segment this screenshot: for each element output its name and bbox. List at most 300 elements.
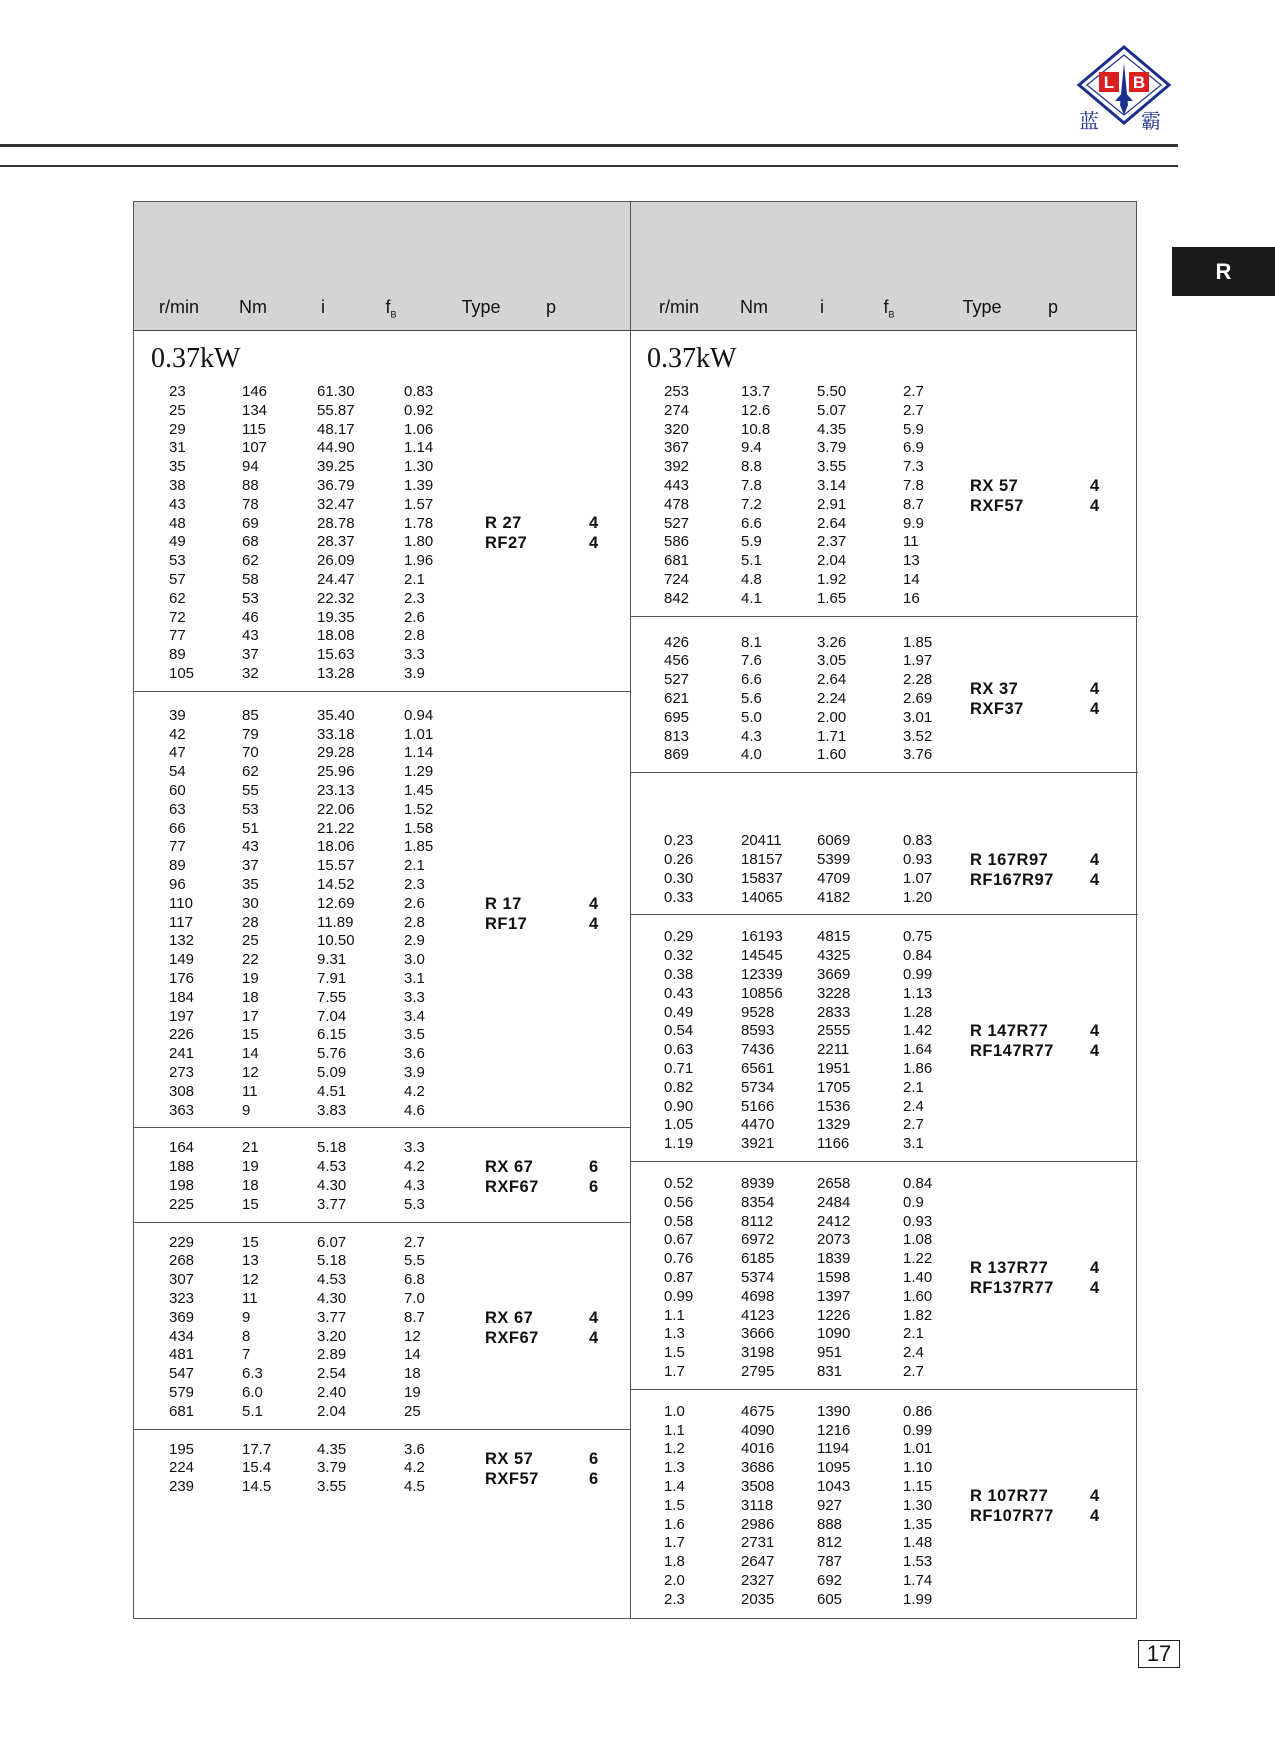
factor-value: 3.3 <box>404 988 425 1006</box>
factor-value: 14 <box>404 1346 421 1364</box>
ratio-value: 1329 <box>817 1116 851 1134</box>
torque-value: 17 <box>242 1007 259 1025</box>
ratio-value: 4.51 <box>317 1082 347 1100</box>
ratio-value: 22.06 <box>317 800 355 818</box>
speed-value: 176 <box>169 969 195 987</box>
model-type <box>485 1157 539 1197</box>
ratio-value: 1839 <box>817 1250 851 1268</box>
group-separator <box>134 1222 630 1223</box>
speed-value: 268 <box>169 1252 195 1270</box>
factor-value: 1.96 <box>404 552 434 570</box>
column-factor <box>903 383 924 609</box>
torque-value: 3686 <box>741 1459 775 1477</box>
speed-value: 253 <box>664 383 690 400</box>
speed-value: 527 <box>664 671 690 689</box>
column-torque <box>741 634 762 766</box>
torque-value: 5.6 <box>741 689 762 707</box>
model-type-line: R 167R97 <box>970 850 1049 869</box>
factor-value: 1.40 <box>903 1268 933 1286</box>
column-ratio <box>817 832 850 907</box>
column-ratio <box>817 1175 850 1382</box>
header-unit-speed <box>159 297 199 318</box>
pole-line: 4 <box>1090 1259 1100 1278</box>
speed-value: 478 <box>664 495 690 513</box>
page-number: 17 <box>1138 1640 1180 1668</box>
factor-value: 2.1 <box>404 570 425 588</box>
group-separator <box>134 691 630 692</box>
ratio-value: 22.32 <box>317 589 355 607</box>
ratio-value: 1.60 <box>817 746 847 764</box>
ratio-value: 1.71 <box>817 727 847 745</box>
torque-value: 53 <box>242 800 259 818</box>
torque-value: 12339 <box>741 965 783 983</box>
factor-value: 7.8 <box>903 476 924 494</box>
ratio-value: 18.06 <box>317 838 355 856</box>
factor-value: 6.8 <box>404 1271 425 1289</box>
ratio-value: 6.07 <box>317 1233 347 1251</box>
ratio-value: 3.79 <box>817 439 847 457</box>
ratio-value: 1194 <box>817 1440 850 1458</box>
torque-value: 3666 <box>741 1325 775 1343</box>
model-type-line: RF137R77 <box>970 1279 1054 1298</box>
model-type <box>970 679 1024 719</box>
torque-value: 15 <box>242 1233 259 1251</box>
column-torque <box>242 1234 263 1422</box>
speed-value: 195 <box>169 1440 195 1458</box>
header-unit-type <box>461 297 500 318</box>
torque-value: 19 <box>242 969 259 987</box>
ratio-value: 6069 <box>817 832 851 850</box>
speed-value: 105 <box>169 664 195 682</box>
torque-value: 15 <box>242 1026 259 1044</box>
ratio-value: 2.40 <box>317 1383 347 1401</box>
pole-count <box>1090 679 1099 719</box>
pole-count <box>589 894 598 934</box>
ratio-value: 5.76 <box>317 1045 347 1063</box>
speed-value: 621 <box>664 689 690 707</box>
torque-value: 5166 <box>741 1097 775 1115</box>
header-unit-torque <box>239 297 267 318</box>
factor-value: 1.86 <box>903 1059 933 1077</box>
speed-value: 1.1 <box>664 1421 685 1439</box>
factor-value: 0.92 <box>404 401 434 419</box>
header-unit-ratio <box>321 297 325 318</box>
ratio-value: 10.50 <box>317 932 355 950</box>
speed-value: 842 <box>664 589 690 607</box>
speed-value: 369 <box>169 1308 195 1326</box>
torque-value: 28 <box>242 913 259 931</box>
model-type-line: RXF57 <box>485 1469 539 1488</box>
torque-value: 8354 <box>741 1193 775 1211</box>
ratio-value: 2.54 <box>317 1365 347 1383</box>
factor-value: 1.15 <box>903 1477 933 1495</box>
speed-value: 0.67 <box>664 1231 694 1249</box>
header-unit-type <box>962 297 1001 318</box>
ratio-value: 1226 <box>817 1306 851 1324</box>
torque-value: 79 <box>242 725 259 743</box>
speed-value: 47 <box>169 744 186 762</box>
torque-value: 3198 <box>741 1344 775 1362</box>
header-unit-factor <box>883 297 894 320</box>
factor-value: 2.28 <box>903 671 933 689</box>
factor-value: 7.3 <box>903 458 924 476</box>
model-type-line: RXF37 <box>970 700 1024 719</box>
pole-count <box>589 1449 598 1489</box>
torque-value: 70 <box>242 744 259 762</box>
speed-value: 188 <box>169 1158 195 1176</box>
factor-value: 1.22 <box>903 1250 933 1268</box>
header-unit-factor <box>385 297 396 320</box>
torque-value: 30 <box>242 894 259 912</box>
ratio-value: 5.09 <box>317 1063 347 1081</box>
column-speed <box>169 1441 194 1497</box>
model-type-line: RXF67 <box>485 1178 539 1196</box>
ratio-value: 4.53 <box>317 1271 347 1289</box>
torque-value: 7436 <box>741 1041 775 1059</box>
factor-value: 2.7 <box>903 1362 924 1380</box>
column-speed <box>169 1234 194 1422</box>
factor-value: 0.75 <box>903 928 933 946</box>
speed-value: 1.0 <box>664 1402 685 1420</box>
factor-value: 11 <box>903 533 919 551</box>
speed-value: 0.43 <box>664 984 694 1002</box>
ratio-value: 4.35 <box>317 1440 347 1458</box>
factor-value: 1.74 <box>903 1571 933 1589</box>
factor-value: 1.28 <box>903 1003 933 1021</box>
ratio-value: 25.96 <box>317 763 355 781</box>
ratio-value: 4.35 <box>817 420 847 438</box>
ratio-value: 15.57 <box>317 857 355 875</box>
pole-line: 4 <box>1090 1279 1100 1298</box>
torque-value: 9.4 <box>741 439 762 457</box>
speed-value: 363 <box>169 1101 195 1119</box>
speed-value: 0.26 <box>664 850 694 868</box>
ratio-value: 33.18 <box>317 725 355 743</box>
ratio-value: 4815 <box>817 928 851 946</box>
factor-value: 2.4 <box>903 1344 924 1362</box>
column-speed <box>169 707 194 1121</box>
header-unit-text: i <box>820 297 824 317</box>
logo-cn-ba: 霸 <box>1141 109 1161 133</box>
speed-value: 547 <box>169 1365 195 1383</box>
speed-value: 681 <box>664 552 690 570</box>
factor-value: 2.3 <box>404 875 425 893</box>
torque-value: 9 <box>242 1308 251 1326</box>
ratio-value: 1043 <box>817 1477 851 1495</box>
speed-value: 110 <box>169 894 193 912</box>
ratio-value: 2833 <box>817 1003 851 1021</box>
torque-value: 6972 <box>741 1231 775 1249</box>
ratio-value: 3.05 <box>817 652 847 670</box>
ratio-value: 2.04 <box>317 1402 347 1420</box>
ratio-value: 2073 <box>817 1231 851 1249</box>
torque-value: 13 <box>242 1252 259 1270</box>
torque-value: 15 <box>242 1195 259 1213</box>
header-unit-text: i <box>321 297 325 317</box>
speed-value: 0.71 <box>664 1059 694 1077</box>
factor-value: 0.93 <box>903 850 933 868</box>
header-unit-ratio <box>820 297 824 318</box>
ratio-value: 605 <box>817 1590 843 1608</box>
ratio-value: 1536 <box>817 1097 851 1115</box>
factor-value: 5.9 <box>903 420 924 438</box>
torque-value: 6.3 <box>242 1365 263 1383</box>
factor-value: 1.53 <box>903 1553 933 1571</box>
factor-value: 1.35 <box>903 1515 933 1533</box>
torque-value: 35 <box>242 875 259 893</box>
speed-value: 23 <box>169 383 186 400</box>
torque-value: 5374 <box>741 1268 775 1286</box>
torque-value: 3508 <box>741 1477 775 1495</box>
header-unit-pole <box>1048 297 1058 318</box>
group-separator <box>630 772 1138 773</box>
model-type <box>485 1308 539 1348</box>
pole-line: 4 <box>1090 476 1100 495</box>
power-rating-left: 0.37kW <box>151 343 241 374</box>
torque-value: 7.8 <box>741 476 762 494</box>
group-separator <box>134 1429 630 1430</box>
factor-value: 1.29 <box>404 763 434 781</box>
factor-value: 0.9 <box>903 1193 924 1211</box>
group-separator <box>630 616 1138 617</box>
ratio-value: 3.77 <box>317 1308 347 1326</box>
model-type-line: R 137R77 <box>970 1259 1049 1278</box>
speed-value: 367 <box>664 439 690 457</box>
pole-count <box>1090 850 1099 890</box>
ratio-value: 5.07 <box>817 401 847 419</box>
ratio-value: 1705 <box>817 1078 851 1096</box>
column-factor <box>404 1139 425 1214</box>
column-factor <box>903 1175 932 1382</box>
speed-value: 274 <box>664 401 690 419</box>
header-unit-text: Nm <box>740 297 768 317</box>
factor-value: 1.78 <box>404 514 434 532</box>
factor-value: 1.60 <box>903 1287 933 1305</box>
torque-value: 4.1 <box>741 589 762 607</box>
torque-value: 4698 <box>741 1287 775 1305</box>
model-type-line: RF167R97 <box>970 870 1054 889</box>
model-type-line: RF27 <box>485 534 528 553</box>
pole-count <box>589 1157 598 1197</box>
factor-value: 3.76 <box>903 746 933 764</box>
factor-value: 4.2 <box>404 1459 425 1477</box>
speed-value: 1.2 <box>664 1440 685 1458</box>
pole-line: 4 <box>1090 680 1100 699</box>
column-torque <box>741 832 783 907</box>
column-factor <box>404 1234 425 1422</box>
speed-value: 1.19 <box>664 1135 694 1153</box>
header-unit-text: Nm <box>239 297 267 317</box>
torque-value: 62 <box>242 552 259 570</box>
speed-value: 0.76 <box>664 1250 694 1268</box>
ratio-value: 1397 <box>817 1287 851 1305</box>
ratio-value: 2658 <box>817 1175 851 1192</box>
header-unit-text: p <box>1047 297 1059 317</box>
header-unit-subscript: B <box>888 309 895 320</box>
speed-value: 224 <box>169 1459 195 1477</box>
torque-value: 85 <box>242 706 259 724</box>
torque-value: 37 <box>242 646 259 664</box>
torque-value: 2795 <box>741 1362 775 1380</box>
speed-value: 443 <box>664 476 690 494</box>
group-separator <box>630 1389 1138 1390</box>
speed-value: 681 <box>169 1402 195 1420</box>
column-torque <box>242 1441 271 1497</box>
torque-value: 46 <box>242 608 259 626</box>
pole-line: 4 <box>1090 496 1100 515</box>
ratio-value: 26.09 <box>317 552 355 570</box>
ratio-value: 2.91 <box>817 495 847 513</box>
pole-count <box>589 513 598 553</box>
speed-value: 481 <box>169 1346 195 1364</box>
factor-value: 1.57 <box>404 495 434 513</box>
speed-value: 60 <box>169 781 186 799</box>
torque-value: 53 <box>242 589 259 607</box>
column-speed <box>664 1403 685 1610</box>
ratio-value: 35.40 <box>317 706 355 724</box>
speed-value: 1.7 <box>664 1534 685 1552</box>
speed-value: 0.90 <box>664 1097 694 1115</box>
column-speed <box>664 1175 693 1382</box>
speed-value: 149 <box>169 951 195 969</box>
ratio-value: 3.26 <box>817 633 847 651</box>
ratio-value: 28.37 <box>317 533 355 551</box>
ratio-value: 1166 <box>817 1135 850 1153</box>
speed-value: 1.05 <box>664 1116 694 1134</box>
factor-value: 3.9 <box>404 1063 425 1081</box>
factor-value: 8.7 <box>404 1308 425 1326</box>
ratio-value: 1951 <box>817 1059 851 1077</box>
factor-value: 1.48 <box>903 1534 933 1552</box>
model-type-line: RX 57 <box>485 1449 534 1468</box>
header-unit-torque <box>740 297 768 318</box>
ratio-value: 787 <box>817 1553 843 1571</box>
speed-value: 198 <box>169 1176 195 1194</box>
ratio-value: 1390 <box>817 1402 851 1420</box>
factor-value: 19 <box>404 1383 421 1401</box>
column-ratio <box>317 1234 346 1422</box>
torque-value: 21 <box>242 1139 259 1157</box>
speed-value: 117 <box>169 913 193 931</box>
speed-value: 1.3 <box>664 1459 685 1477</box>
speed-value: 0.32 <box>664 947 694 965</box>
torque-value: 14065 <box>741 888 783 906</box>
model-type <box>970 1486 1054 1526</box>
ratio-value: 1598 <box>817 1268 851 1286</box>
torque-value: 4.8 <box>741 570 762 588</box>
speed-value: 0.23 <box>664 832 694 850</box>
speed-value: 49 <box>169 533 186 551</box>
logo-letter-l: L <box>1103 73 1115 92</box>
ratio-value: 1090 <box>817 1325 851 1343</box>
factor-value: 8.7 <box>903 495 924 513</box>
speed-value: 29 <box>169 420 186 438</box>
pole-line: 4 <box>589 1308 599 1327</box>
ratio-value: 2412 <box>817 1212 851 1230</box>
torque-value: 18157 <box>741 850 783 868</box>
column-speed <box>169 1139 194 1214</box>
torque-value: 8939 <box>741 1175 775 1192</box>
speed-value: 2.0 <box>664 1571 685 1589</box>
torque-value: 19 <box>242 1158 259 1176</box>
ratio-value: 2211 <box>817 1041 850 1059</box>
model-type <box>485 1449 539 1489</box>
speed-value: 456 <box>664 652 690 670</box>
column-factor <box>404 1441 425 1497</box>
factor-value: 3.6 <box>404 1440 425 1458</box>
ratio-value: 3.55 <box>317 1478 347 1496</box>
speed-value: 77 <box>169 838 186 856</box>
factor-value: 6.9 <box>903 439 924 457</box>
torque-value: 88 <box>242 476 259 494</box>
torque-value: 8593 <box>741 1022 775 1040</box>
factor-value: 1.45 <box>404 781 434 799</box>
pole-line: 4 <box>1090 1022 1100 1041</box>
torque-value: 4675 <box>741 1402 775 1420</box>
torque-value: 4470 <box>741 1116 775 1134</box>
torque-value: 2986 <box>741 1515 775 1533</box>
factor-value: 1.01 <box>903 1440 933 1458</box>
pole-count <box>1090 1258 1099 1298</box>
speed-value: 229 <box>169 1233 195 1251</box>
torque-value: 14545 <box>741 947 783 965</box>
torque-value: 12 <box>242 1271 259 1289</box>
ratio-value: 7.04 <box>317 1007 347 1025</box>
torque-value: 5.1 <box>741 552 762 570</box>
factor-value: 1.14 <box>404 439 434 457</box>
column-torque <box>242 707 259 1121</box>
model-type-line: RXF57 <box>970 496 1024 515</box>
pole-line: 4 <box>1090 1042 1100 1061</box>
factor-value: 2.7 <box>903 401 924 419</box>
torque-value: 15.4 <box>242 1459 272 1477</box>
ratio-value: 28.78 <box>317 514 355 532</box>
ratio-value: 4.53 <box>317 1158 347 1176</box>
factor-value: 1.13 <box>903 984 933 1002</box>
speed-value: 2.3 <box>664 1590 685 1608</box>
factor-value: 5.3 <box>404 1195 425 1213</box>
ratio-value: 6.15 <box>317 1026 347 1044</box>
column-speed <box>664 928 693 1154</box>
pole-line: 4 <box>589 1328 599 1347</box>
factor-value: 3.3 <box>404 1139 425 1157</box>
factor-value: 1.42 <box>903 1022 933 1040</box>
ratio-value: 2.04 <box>817 552 847 570</box>
torque-value: 4090 <box>741 1421 775 1439</box>
column-ratio <box>317 1139 346 1214</box>
torque-value: 11 <box>242 1082 258 1100</box>
ratio-value: 2.24 <box>817 689 847 707</box>
top-rule-thin <box>0 165 1178 167</box>
ratio-value: 888 <box>817 1515 843 1533</box>
model-type-line: R 107R77 <box>970 1487 1049 1506</box>
factor-value: 1.30 <box>404 458 434 476</box>
speed-value: 0.63 <box>664 1041 694 1059</box>
speed-value: 35 <box>169 458 186 476</box>
model-type-line: RX 67 <box>485 1308 534 1327</box>
column-torque <box>741 1175 774 1382</box>
ratio-value: 48.17 <box>317 420 355 438</box>
factor-value: 3.1 <box>404 969 425 987</box>
speed-value: 0.52 <box>664 1175 694 1192</box>
torque-value: 55 <box>242 781 259 799</box>
column-factor <box>903 928 932 1154</box>
torque-value: 3921 <box>741 1135 775 1153</box>
factor-value: 3.3 <box>404 646 425 664</box>
torque-value: 4016 <box>741 1440 775 1458</box>
factor-value: 1.14 <box>404 744 434 762</box>
factor-value: 16 <box>903 589 920 607</box>
